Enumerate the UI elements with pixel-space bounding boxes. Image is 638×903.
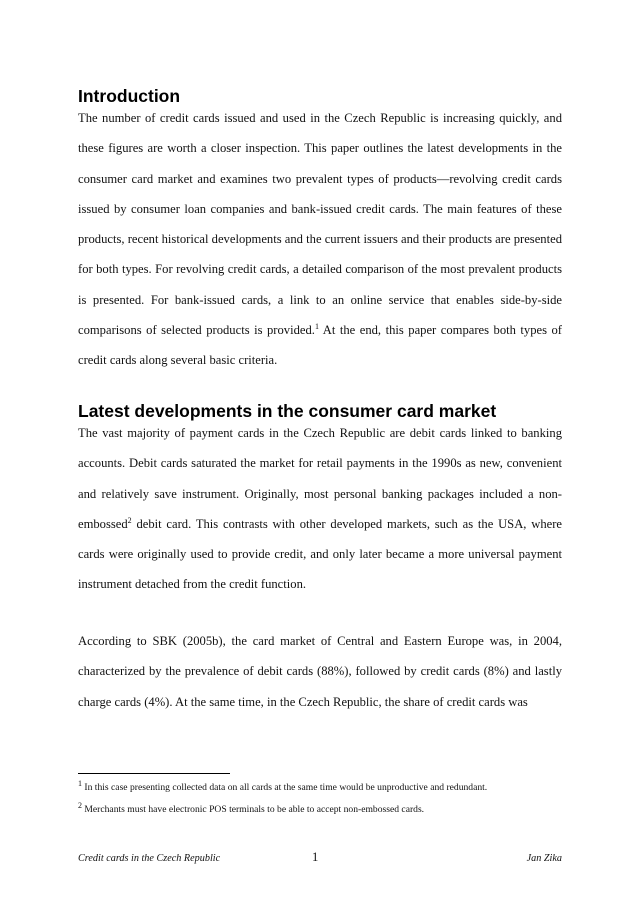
footer-page-number: 1 [312,850,319,864]
intro-text-part-2: At the end, this paper compares both types of credit cards along several basic criteria. [78,323,562,368]
latest-text-part-2: debit card. This contrasts with other developed markets, such as the USA, where cards were originally used to provide credit, and only later became a more universal payment instrument detached from the credit function. [78,516,562,592]
footnote-separator [78,773,230,774]
introduction-heading: Introduction [78,86,181,106]
footnote-1-text: In this case presenting collected data on all cards at the same time would be unproductive and redundant. [82,782,488,793]
footer-document-title: Credit cards in the Czech Republic [78,853,221,864]
footnote-2-text: Merchants must have electronic POS terminals to be able to accept non-embossed cards. [82,804,425,815]
footnote-ref-1: 1 [314,321,319,331]
footnote-1 [78,778,488,793]
sbk-paragraph: According to SBK (2005b), the card market of Central and Eastern Europe was, in 2004, characterized by the prevalence of debit cards (88%), followed by credit cards (8%) and lastly charge cards (4%). At the same time, in the Czech Republic, the share of credit cards was [78,634,562,709]
footnote-1-number: 1 [78,778,82,788]
latest-developments-paragraph [78,418,562,600]
latest-text-part-1: The vast majority of payment cards in the Czech Republic are debit cards linked to banking accounts. Debit cards saturated the market for retail payments in the 1990s as new, convenient and relatively save instrument. Originally, most personal banking packages included a non-embossed [78,426,562,531]
latest-developments-heading: Latest developments in the consumer card market [78,401,497,421]
footnote-2-number: 2 [78,800,82,810]
footnote-ref-2: 2 [127,515,132,525]
introduction-paragraph [78,103,562,376]
footer-author: Jan Zika [526,853,562,864]
intro-text-part-1: The number of credit cards issued and used in the Czech Republic is increasing quickly, and these figures are worth a closer inspection. This paper outlines the latest developments in the consumer card market and examines two prevalent types of products—revolving credit cards issued by consumer loan companies and bank-issued credit cards. The main features of these products, recent historical developments and the current issuers and their products are presented for both types. For revolving credit cards, a detailed comparison of the most prevalent products is presented. For bank-issued cards, a link to an online service that enables side-by-side comparisons of selected products is provided. [78,111,562,338]
footnote-2 [78,800,425,815]
